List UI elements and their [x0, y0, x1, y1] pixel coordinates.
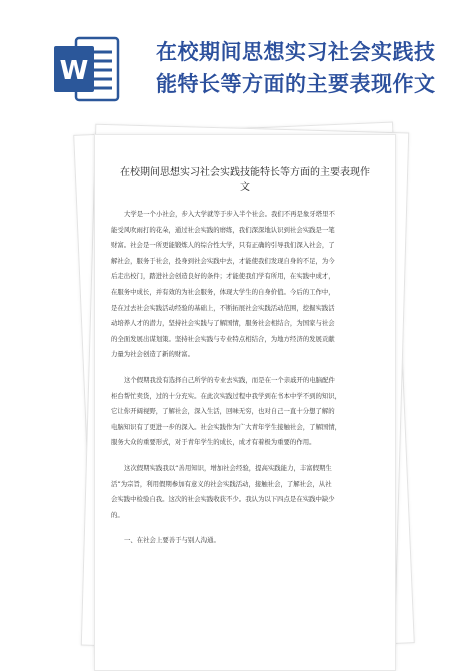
document-line: 力量为社会创造了新的财富。 — [111, 350, 195, 359]
document-line: 活”为宗旨，利用假期参加有意义的社会实践活动，接触社会，了解社会，从社 — [111, 479, 332, 488]
document-line: 财富。社会是一所更能锻炼人的综合性大学，只有正确的引导我们深入社会，了 — [111, 241, 335, 250]
document-line: 后走出校门，踏进社会创造良好的条件；才能使我们学有所用，在实践中成才， — [111, 272, 335, 281]
document-line: 动培养人才的潜力，坚持社会实践与了解国情，服务社会相结合，为国家与社会 — [111, 319, 335, 328]
word-document-icon — [54, 34, 120, 104]
paragraph-gap — [111, 451, 379, 461]
document-page — [94, 134, 396, 671]
document-line: 的全面发展出谋划策。坚持社会实践与专业特点相结合，为地方经济的发展贡献 — [111, 334, 335, 343]
document-paragraph — [111, 533, 379, 549]
document-line: 这次假期实践我以“善用知识，增加社会经验，提高实践能力，丰富假期生 — [124, 463, 332, 472]
paragraph-gap — [111, 363, 379, 373]
document-title-line-2: 文 — [240, 182, 250, 193]
document-line: 大学是一个小社会，步入大学就等于步入半个社会。我们不再是象牙塔里不 — [124, 210, 335, 218]
document-line: 是在过去社会实践活动经验的基础上，不断拓展社会实践活动范围，挖掘实践活 — [111, 303, 335, 312]
document-line: 解社会，服务于社会，投身到社会实践中去，才能使我们发现自身的不足，为今 — [111, 256, 335, 265]
paragraph-gap — [111, 523, 379, 533]
page-title-line-2: 能特长等方面的主要表现作文 — [156, 72, 436, 96]
word-icon-letter: W — [59, 56, 89, 86]
document-line: 柜台帮忙卖货，过的十分充实。在此次实践过程中我学到在书本中学不到的知识， — [111, 391, 342, 400]
document-line: 能受风吹雨打的花朵，通过社会实践的磨练，我们深深地认识到社会实践是一笔 — [111, 225, 335, 234]
document-body — [111, 207, 379, 549]
header-banner — [0, 0, 474, 120]
document-line: 在服务中成长，并有效的为社会服务，体现大学生的自身价值。今后的工作中， — [111, 287, 335, 296]
document-line: 服务大众的重要形式，对于青年学生的成长，成才有着极为重要的作用。 — [111, 438, 316, 447]
document-paragraph — [111, 207, 379, 363]
document-line: 这个假期我没有选择自己所学的专业去实践，而是在一个亲戚开的电脑配件 — [124, 375, 335, 384]
document-line: 一、在社会上要善于与别人沟通。 — [124, 536, 220, 545]
document-paragraph — [111, 461, 379, 523]
document-title-line-1: 在校期间思想实习社会实践技能特长等方面的主要表现作 — [120, 167, 370, 178]
document-paragraph — [111, 373, 379, 451]
document-line: 电脑知识有了更进一步的深入。社会实践作为广大青年学生接触社会，了解国情， — [111, 422, 342, 431]
document-line: 它让你开阔视野，了解社会，深入生活，回味无穷，也对自己一直十分想了解的 — [111, 407, 335, 416]
document-line: 会实践中检验自我。这次的社会实践收获不少。我认为以下四点是在实践中缺少 — [111, 495, 335, 504]
document-line: 的。 — [111, 510, 124, 519]
page-title-line-1: 在校期间思想实习社会实践技 — [156, 40, 436, 64]
page-title — [156, 36, 456, 100]
document-title — [113, 165, 377, 195]
